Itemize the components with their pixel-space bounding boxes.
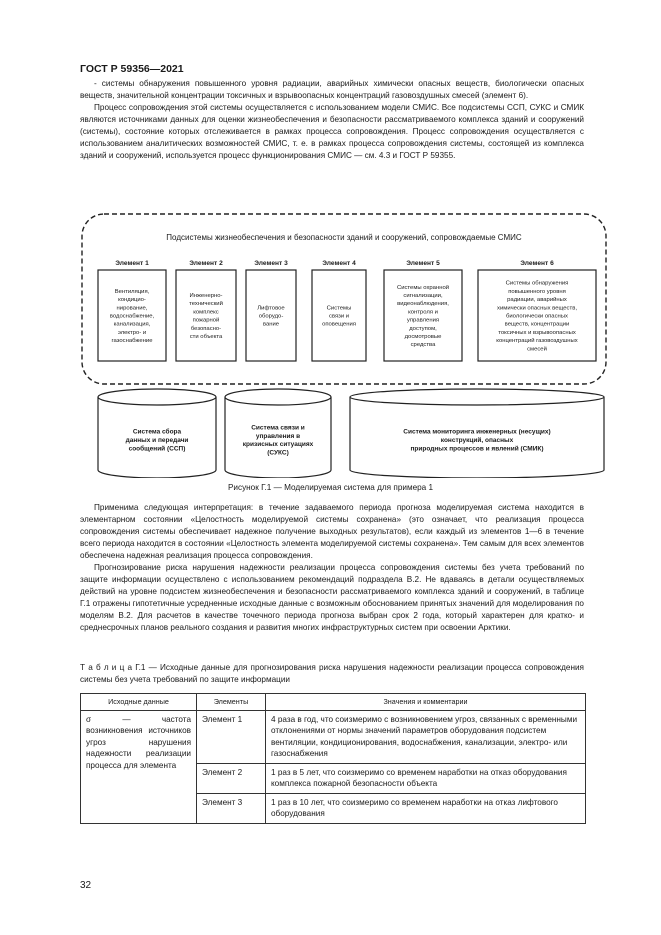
intro-text [80, 78, 584, 162]
cylinder-top [98, 389, 216, 405]
element-description-line: безопасно- [190, 325, 222, 332]
element-description-line: комплекс [193, 309, 219, 316]
cylinder-label-line: конструкций, опасных [440, 437, 514, 444]
element-description-line: технический [189, 301, 223, 308]
element-description-line: канализация, [113, 321, 151, 328]
element-description-line: концентраций газовоздушных [496, 338, 578, 345]
element-description-line: контроля и [408, 309, 438, 316]
element-label: Элемент 6 [520, 260, 554, 267]
cylinder-label-line: Система связи и [251, 424, 305, 432]
cylinder-group [98, 389, 604, 478]
cylinder-label-line: управления в [255, 432, 301, 440]
element-description-line: смесей [527, 346, 547, 353]
element-description-line: Вентиляция, [114, 288, 150, 295]
body-paragraph: Применима следующая интерпретация: в течение задаваемого периода прогноза моделируемая система находится в элементарном состоянии «Целостность моделируемой системы сохранена» (это означает, что реализация процесса сопровождения системы обеспечивает надежное получение выходных результатов), если каждый из элементов 1—6 в течение всего периода находится в состоянии «Целостность элемента моделируемой системы сохранена». Тем самым для всех элементов обеспечена надежная реализация процесса сопровождения. [80, 503, 584, 560]
table-header: Элементы [197, 694, 266, 711]
element-description-line: электро- и [117, 329, 147, 336]
cylinder-label-line: Система мониторинга инженерных (несущих) [403, 428, 551, 436]
cylinder-label-line: (СУКС) [267, 449, 289, 457]
element-description-line: химически опасных веществ, [497, 305, 577, 312]
element-description-line: повышенного уровня [508, 288, 566, 295]
element-description-line: оповещения [322, 321, 356, 328]
element-description-line: оборудо- [258, 313, 284, 320]
table-caption: Т а б л и ц а Г.1 — Исходные данные для прогнозирования риска нарушения надежности реализации процесса сопровождения системы без учета требований по защите информации [80, 663, 584, 684]
element-label: Элемент 5 [406, 260, 440, 267]
intro-paragraph: - системы обнаружения повышенного уровня радиации, аварийных химически опасных веществ, биологически опасных веществ, значительной концентрации токсичных и взрывоопасных концентраций газовоздушных смесей (элемент 6). [80, 79, 584, 100]
element-description-line: Системы [326, 305, 352, 312]
element-description-line: сти объекта [189, 334, 223, 340]
element-description-line: сигнализации, [403, 293, 443, 299]
element-description-line: токсичных и взрывоопасных [498, 329, 576, 336]
cylinder-top [350, 389, 604, 405]
element-description-line: нирование, [116, 305, 148, 312]
element-description-line: биологически опасных [506, 313, 568, 320]
system-diagram [76, 212, 612, 478]
table-header: Исходные данные [81, 694, 197, 711]
table-row [81, 710, 586, 763]
page-number: 32 [80, 880, 92, 891]
element-label: Элемент 4 [322, 260, 356, 267]
figure-caption: Рисунок Г.1 — Моделируемая система для примера 1 [227, 483, 434, 492]
element-description-line: Инженерно- [189, 293, 223, 299]
intro-paragraph: Процесс сопровождения этой системы осуществляется с использованием модели СМИС. Все подсистемы ССП, СУКС и СМИК являются источниками данных для оценки жизнеобеспечения и безопасности рассматриваемого комплекса зданий и сооружений (системы), состояние которых отслеживается в рамках процесса сопровождения. Процесс сопровождения осуществляется с использованием аналитических возможностей СМИС, т. е. в рамках процесса сопровождения системы, состоящей из комплекса зданий и сооружений, используется процесс функционирования СМИС — см. 4.3 и ГОСТ Р 59355. [80, 103, 584, 160]
element-description-line: вание [262, 321, 280, 328]
body-paragraph: Прогнозирование риска нарушения надежности реализации процесса сопровождения системы без учета требований по защите информации осуществлено с использованием рекомендаций подраздела В.2. Не вдаваясь в детали осуществляемых действий на уровне подсистем жизнеобеспечения и безопасности рассматриваемого комплекса зданий и сооружений, в таблице Г.1 отражены гипотетичные усредненные исходные данные с возможным обоснованием принятых значений для моделирования по моделям В.2. Для расчетов в качестве точечного периода прогноза выбран срок 2 года, который характерен для кратко- и среднесрочных планов реального создания и развития многих инфраструктурных систем при освоении Арктики. [80, 563, 584, 632]
element-group [98, 260, 596, 361]
element-box [176, 270, 236, 361]
cylinder-label-line: сообщений (ССП) [128, 445, 186, 453]
element-cell: Элемент 2 [197, 763, 266, 793]
element-description-line: пожарной [192, 317, 220, 324]
cylinder-label-line: природных процессов и явлений (СМИК) [410, 445, 544, 453]
element-description-line: доступом, [409, 325, 437, 332]
cylinder-top [225, 389, 331, 405]
document-header: ГОСТ Р 59356—2021 [80, 63, 184, 75]
element-description-line: Лифтовое [257, 305, 285, 312]
element-description-line: досмотровые [404, 334, 442, 340]
body-text [80, 502, 584, 634]
cylinder-label-line: кризисных ситуациях [242, 441, 314, 449]
element-label: Элемент 2 [189, 260, 223, 267]
value-cell: 1 раз в 5 лет, что соизмеримо со временем наработки на отказ оборудования комплекса пожарной безопасности объекта [266, 763, 586, 793]
element-description-line: кондицио- [118, 297, 146, 304]
element-description-line: газоснабжение [111, 338, 153, 345]
param-cell: σ — частота возникновения источников угроз нарушения надежности реализации процесса для элемента [81, 710, 197, 823]
element-description-line: водоснабжение, [109, 313, 155, 320]
element-label: Элемент 1 [115, 260, 149, 267]
element-description-line: связи и [328, 313, 350, 320]
cylinder-label-line: Система сбора [132, 428, 182, 436]
element-cell: Элемент 3 [197, 793, 266, 823]
table-header: Значения и комментарии [266, 694, 586, 711]
cylinder-label-line: данных и передачи [125, 437, 189, 444]
element-description-line: веществ, концентрации [504, 321, 570, 328]
diagram-title: Подсистемы жизнеобеспечения и безопасности зданий и сооружений, сопровождаемые СМИС [166, 233, 522, 242]
element-description-line: средства [410, 342, 436, 349]
element-description-line: видеонаблюдения, [397, 301, 449, 308]
element-description-line: Системы обнаружения [505, 280, 569, 287]
element-label: Элемент 3 [254, 260, 288, 267]
source-data-table [80, 693, 586, 824]
value-cell: 1 раз в 10 лет, что соизмеримо со временем наработки на отказ лифтового оборудования [266, 793, 586, 823]
value-cell: 4 раза в год, что соизмеримо с возникновением угроз, связанных с временными отклонениями от нормы значений параметров оборудования подсистем вентиляции, кондиционирования, водоснабжения, канализации, электро- или газоснабжения [266, 710, 586, 763]
element-description-line: Системы охранной [396, 284, 450, 291]
element-description-line: радиации, аварийных [507, 297, 567, 304]
element-description-line: управления [406, 317, 440, 324]
element-cell: Элемент 1 [197, 710, 266, 763]
